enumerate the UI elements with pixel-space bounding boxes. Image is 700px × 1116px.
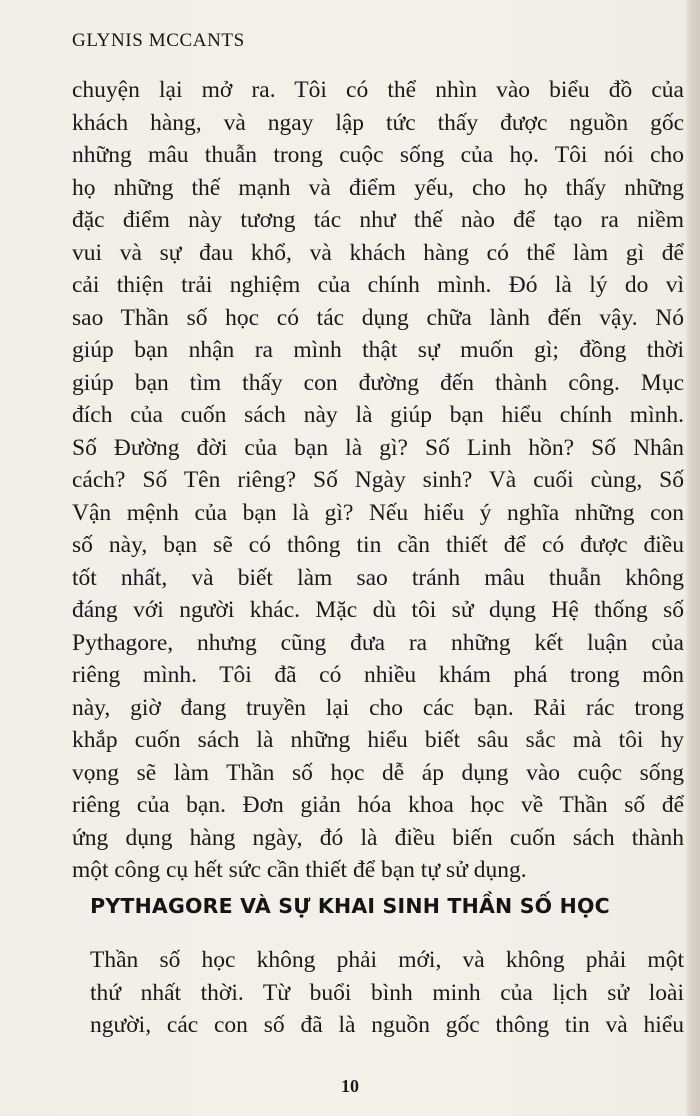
- running-head-author: GLYNIS MCCANTS: [72, 30, 245, 51]
- text-line: ứng dụng hàng ngày, đó là điều biến cuốn sách thành: [72, 824, 684, 851]
- section-heading: PYTHAGORE VÀ SỰ KHAI SINH THẦN SỐ HỌC: [90, 894, 610, 918]
- text-line: Pythagore, nhưng cũng đưa ra những kết luận của: [72, 629, 684, 656]
- text-line: những mâu thuẫn trong cuộc sống của họ. Tôi nói cho: [72, 142, 684, 168]
- text-line: này, giờ đang truyền lại cho các bạn. Rải rác trong: [72, 694, 684, 721]
- text-line: họ những thế mạnh và điểm yếu, cho họ thấy những: [72, 174, 684, 201]
- text-line: đáng với người khác. Mặc dù tôi sử dụng Hệ thống số: [72, 597, 684, 623]
- text-line: Vận mệnh của bạn là gì? Nếu hiểu ý nghĩa những con: [72, 499, 684, 526]
- text-line: đích của cuốn sách này là giúp bạn hiểu chính mình.: [72, 402, 684, 428]
- text-line: Số Đường đời của bạn là gì? Số Linh hồn? Số Nhân: [72, 434, 684, 461]
- text-line: giúp bạn tìm thấy con đường đến thành công. Mục: [72, 369, 684, 396]
- text-line: riêng mình. Tôi đã có nhiều khám phá trong môn: [72, 662, 684, 688]
- body-paragraph-2: [90, 944, 684, 1042]
- text-line: tốt nhất, và biết làm sao tránh mâu thuẫn không: [72, 564, 684, 591]
- text-line: số này, bạn sẽ có thông tin cần thiết để có được điều: [72, 532, 684, 558]
- text-line: chuyện lại mở ra. Tôi có thể nhìn vào biểu đồ của: [72, 77, 684, 103]
- text-line: khách hàng, và ngay lập tức thấy được nguồn gốc: [72, 109, 684, 136]
- text-line: cải thiện trải nghiệm của chính mình. Đó là lý do vì: [72, 272, 684, 298]
- text-line: vui và sự đau khổ, và khách hàng có thể làm gì để: [72, 239, 684, 266]
- text-line: Thần số học không phải mới, và không phải một: [90, 947, 684, 973]
- text-line: sao Thần số học có tác dụng chữa lành đến vậy. Nó: [72, 304, 684, 331]
- text-line: đặc điểm này tương tác như thế nào để tạo ra niềm: [72, 207, 684, 233]
- page-number: 10: [341, 1076, 359, 1096]
- body-paragraph-1: [72, 74, 684, 887]
- text-line: riêng của bạn. Đơn giản hóa khoa học về Thần số để: [72, 792, 684, 818]
- text-line: khắp cuốn sách là những hiểu biết sâu sắc mà tôi hy: [72, 727, 684, 753]
- text-line: cách? Số Tên riêng? Số Ngày sinh? Và cuối cùng, Số: [72, 467, 684, 493]
- text-line: một công cụ hết sức cần thiết để bạn tự sử dụng.: [72, 857, 527, 883]
- text-line: người, các con số đã là nguồn gốc thông tin và hiểu: [90, 1012, 684, 1038]
- page-edge-shadow: [686, 0, 700, 1116]
- text-line: giúp bạn nhận ra mình thật sự muốn gì; đồng thời: [72, 337, 684, 363]
- text-line: thứ nhất thời. Từ buổi bình minh của lịch sử loài: [90, 979, 684, 1006]
- text-line: vọng sẽ làm Thần số học dễ áp dụng vào cuộc sống: [72, 759, 684, 786]
